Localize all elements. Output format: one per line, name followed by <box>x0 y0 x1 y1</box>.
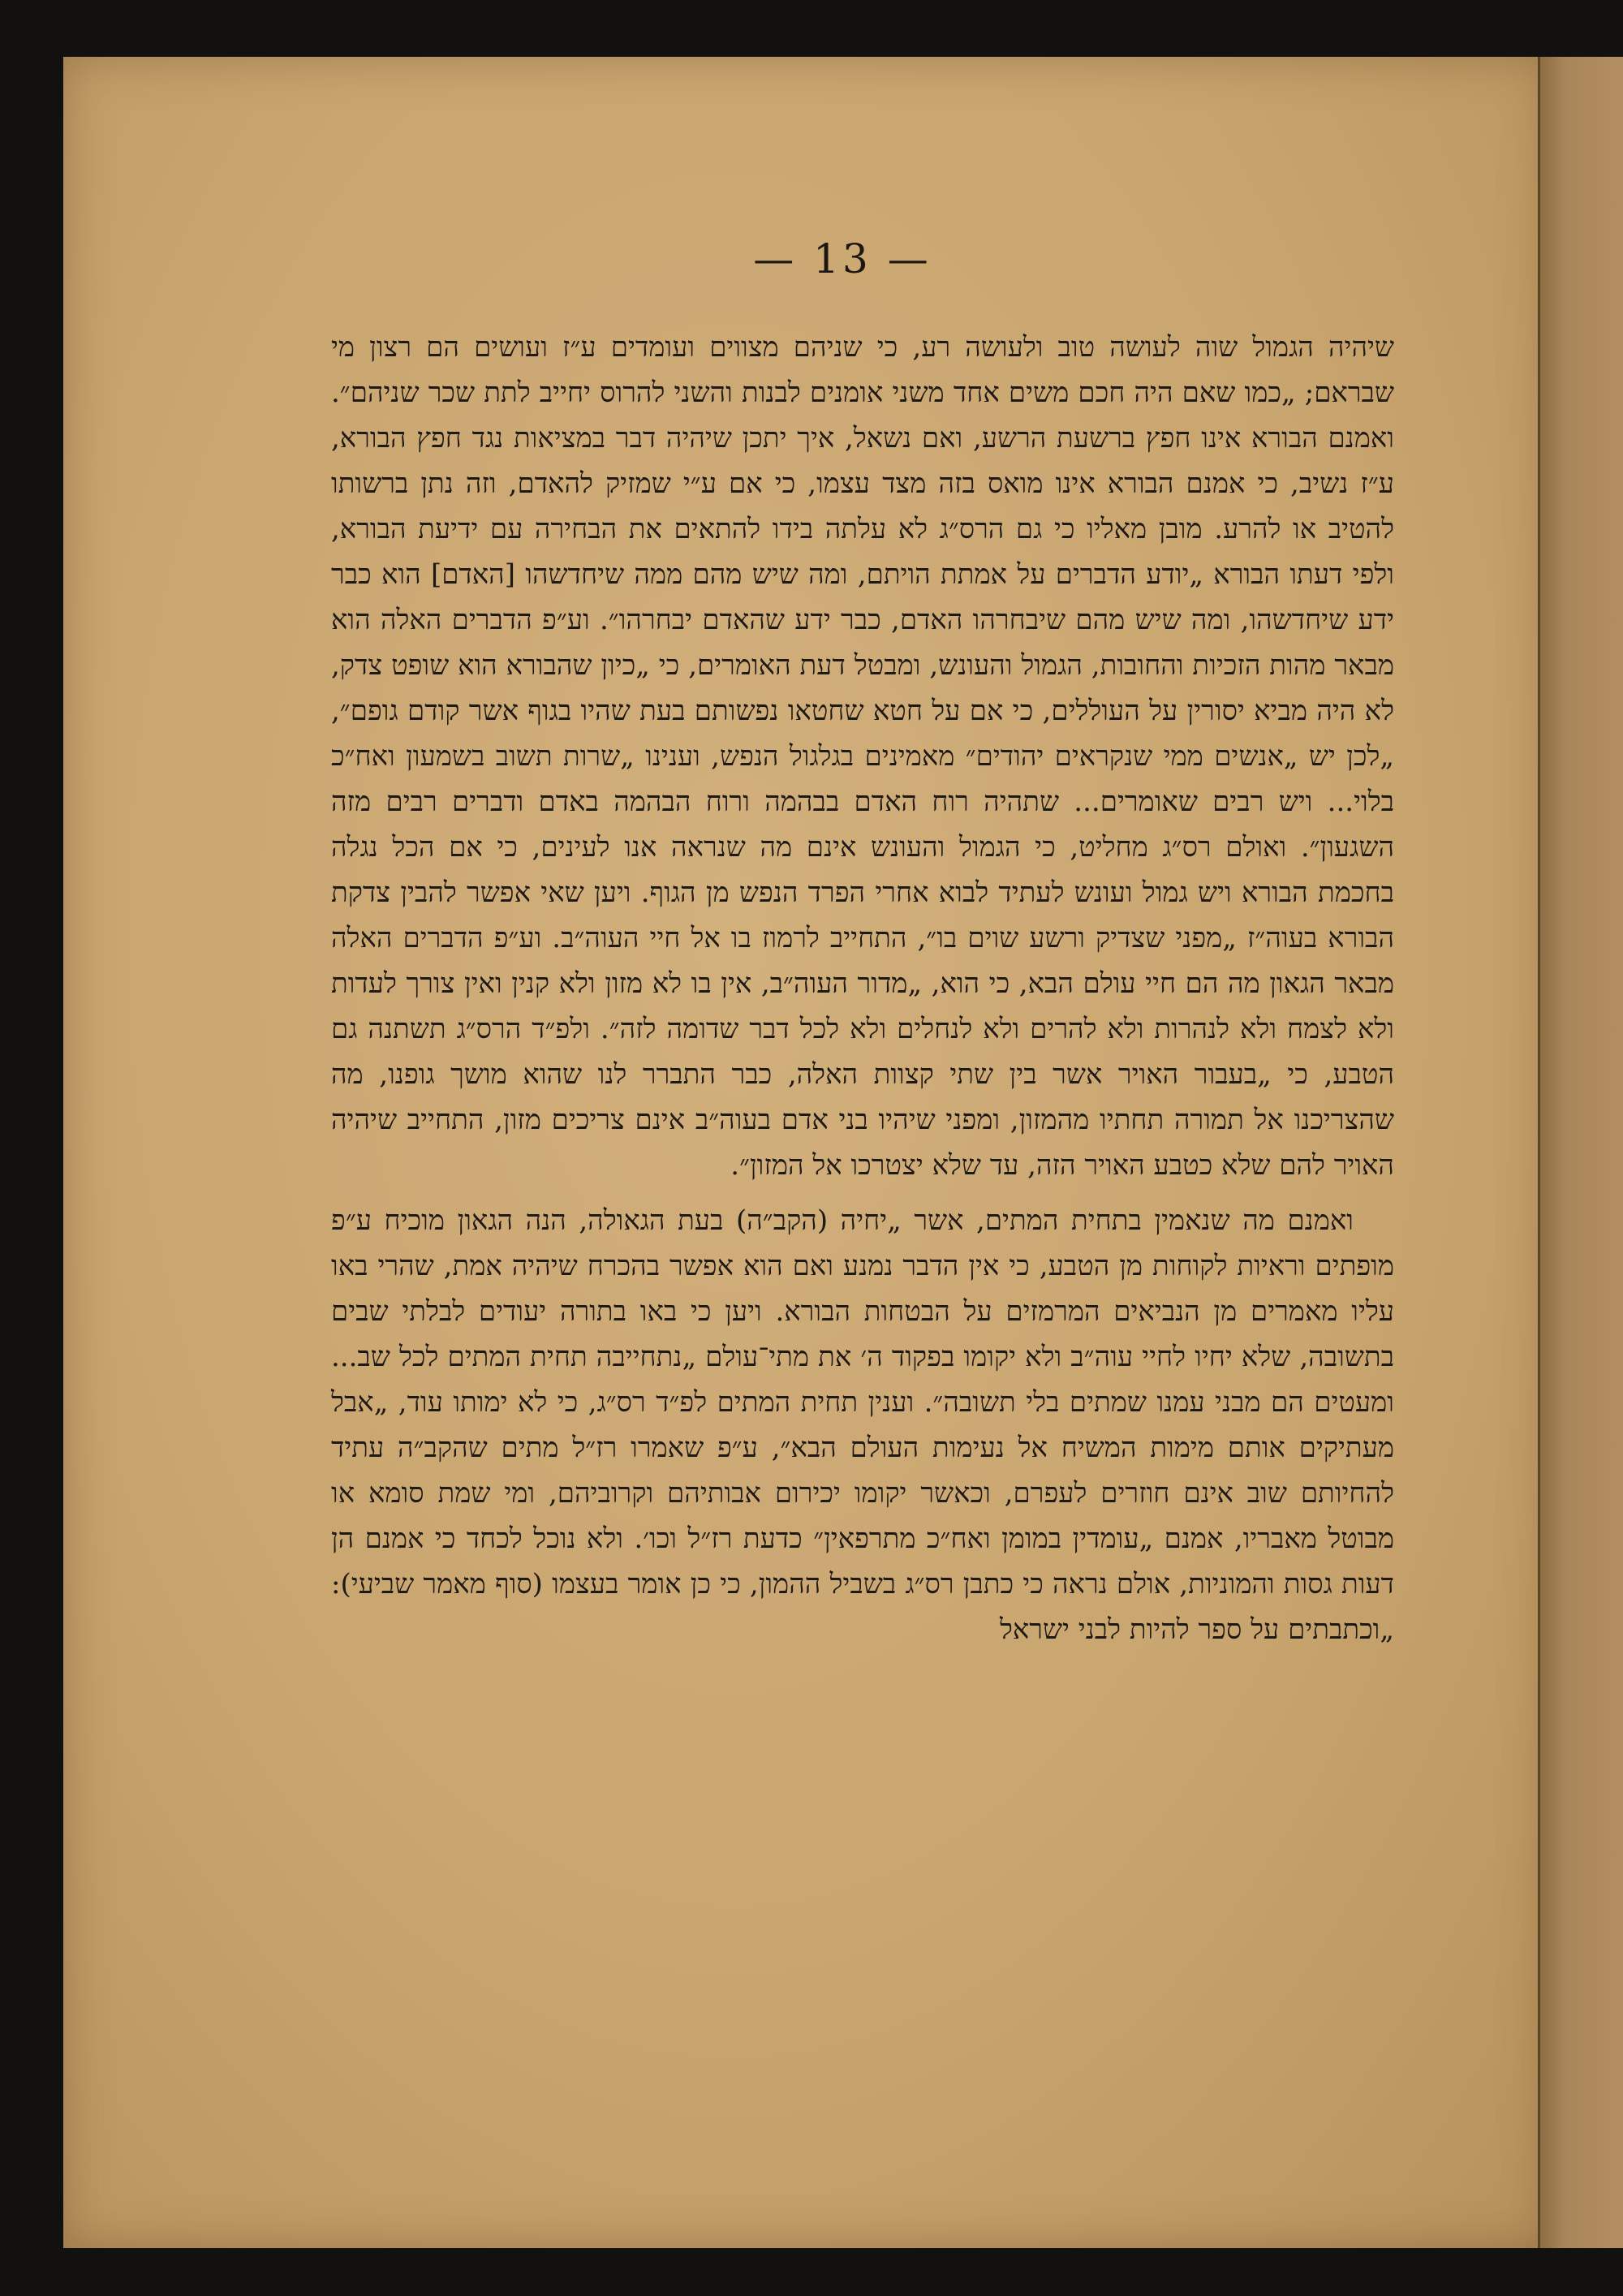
page-number: — 13 — <box>753 235 932 282</box>
adjacent-page-edge <box>1538 57 1623 2248</box>
paragraph-2: ואמנם מה שנאמין בתחית המתים, אשר „יחיה (הקב״ה) בעת הגאולה, הנה הגאון מוכיח ע״פ מופתים וראיות לקוחות מן הטבע, כי אין הדבר נמנע ואם הוא אפשר בהכרח שיהיה אמת, שהרי באו עליו מאמרים מן הנביאים המרמזים על הבטחות הבורא. ויען כי באו בתורה יעודים לבלתי שבים בתשובה, שלא יחיו לחיי עוה״ב ולא יקומו בפקוד ה׳ את מתי־עולם „נתחייבה תחית המתים לכל שב... ומעטים הם מבני עמנו שמתים בלי תשובה״. וענין תחית המתים לפ״ד רס״ג, כי לא ימותו עוד, „אבל מעתיקים אותם מימות המשיח אל נעימות העולם הבא״, ע״פ שאמרו רז״ל מתים שהקב״ה עתיד להחיותם שוב אינם חוזרים לעפרם, וכאשר יקומו יכירום אבותיהם וקרוביהם, ומי שמת סומא או מבוטל מאבריו, אמנם „עומדין במומן ואח״כ מתרפאין״ כדעת רז״ל וכו׳. ולא נוכל לכחד כי אמנם הן דעות גסות והמוניות, אולם נראה כי כתבן רס״ג בשביל ההמון, כי כן אומר בעצמו (סוף מאמר שביעי): „וכתבתים על ספר להיות לבני ישראל <box>331 1204 1394 1646</box>
body-text <box>331 325 1394 1652</box>
book-page <box>63 57 1548 2248</box>
paragraph-1: שיהיה הגמול שוה לעושה טוב ולעושה רע, כי שניהם מצווים ועומדים ע״ז ועושים הם רצון מי שבראם; „כמו שאם היה חכם משים אחד משני אומנים לבנות והשני להרוס יחייב לתת שכר שניהם״. ואמנם הבורא אינו חפץ ברשעת הרשע, ואם נשאל, איך יתכן שיהיה דבר במציאות נגד חפץ הבורא, ע״ז נשיב, כי אמנם הבורא אינו מואס בזה מצד עצמו, כי אם ע״י שמזיק להאדם, וזה נתן ברשותו להטיב או להרע. מובן מאליו כי גם הרס״ג לא עלתה בידו להתאים את הבחירה עם ידיעת הבורא, ולפי דעתו הבורא „יודע הדברים על אמתת הויתם, ומה שיש מהם ממה שיחדשהו [האדם] הוא כבר ידע שיחדשהו, ומה שיש מהם שיבחרהו האדם, כבר ידע שהאדם יבחרהו״. וע״פ הדברים האלה הוא מבאר מהות הזכיות והחובות, הגמול והעונש, ומבטל דעת האומרים, כי „כיון שהבורא הוא שופט צדק, לא היה מביא יסורין על העוללים, כי אם על חטא שחטאו נפשותם בעת שהיו בגוף אשר קודם גופם״, „לכן יש „אנשים ממי שנקראים יהודים״ מאמינים בגלגול הנפש, וענינו „שרות תשוב בשמעון ואח״כ בלוי... ויש רבים שאומרים... שתהיה רוח האדם בבהמה ורוח הבהמה באדם ודברים רבים מזה השגעון״. ואולם רס״ג מחליט, כי הגמול והעונש אינם מה שנראה אנו לעינים, כי אם הכל נגלה בחכמת הבורא ויש גמול ועונש לעתיד לבוא אחרי הפרד הנפש מן הגוף. ויען שאי אפשר להבין צדקת הבורא בעוה״ז „מפני שצדיק ורשע שוים בו״, התחייב לרמוז בו אל חיי העוה״ב. וע״פ הדברים האלה מבאר הגאון מה הם חיי עולם הבא, כי הוא, „מדור העוה״ב, אין בו לא מזון ולא קנין ואין צורך לעדות ולא לצמח ולא לנהרות ולא להרים ולא לנחלים ולא לכל דבר שדומה לזה״. ולפ״ד הרס״ג תשתנה גם הטבע, כי „בעבור האויר אשר בין שתי קצוות האלה, כבר התברר לנו שהוא מושך גופנו, מה שהצריכנו אל תמורה תחתיו מהמזון, ומפני שיהיו בני אדם בעוה״ב אינם צריכים מזון, התחייב שיהיה האויר להם שלא כטבע האויר הזה, עד שלא יצטרכו אל המזון״. <box>331 331 1395 1182</box>
